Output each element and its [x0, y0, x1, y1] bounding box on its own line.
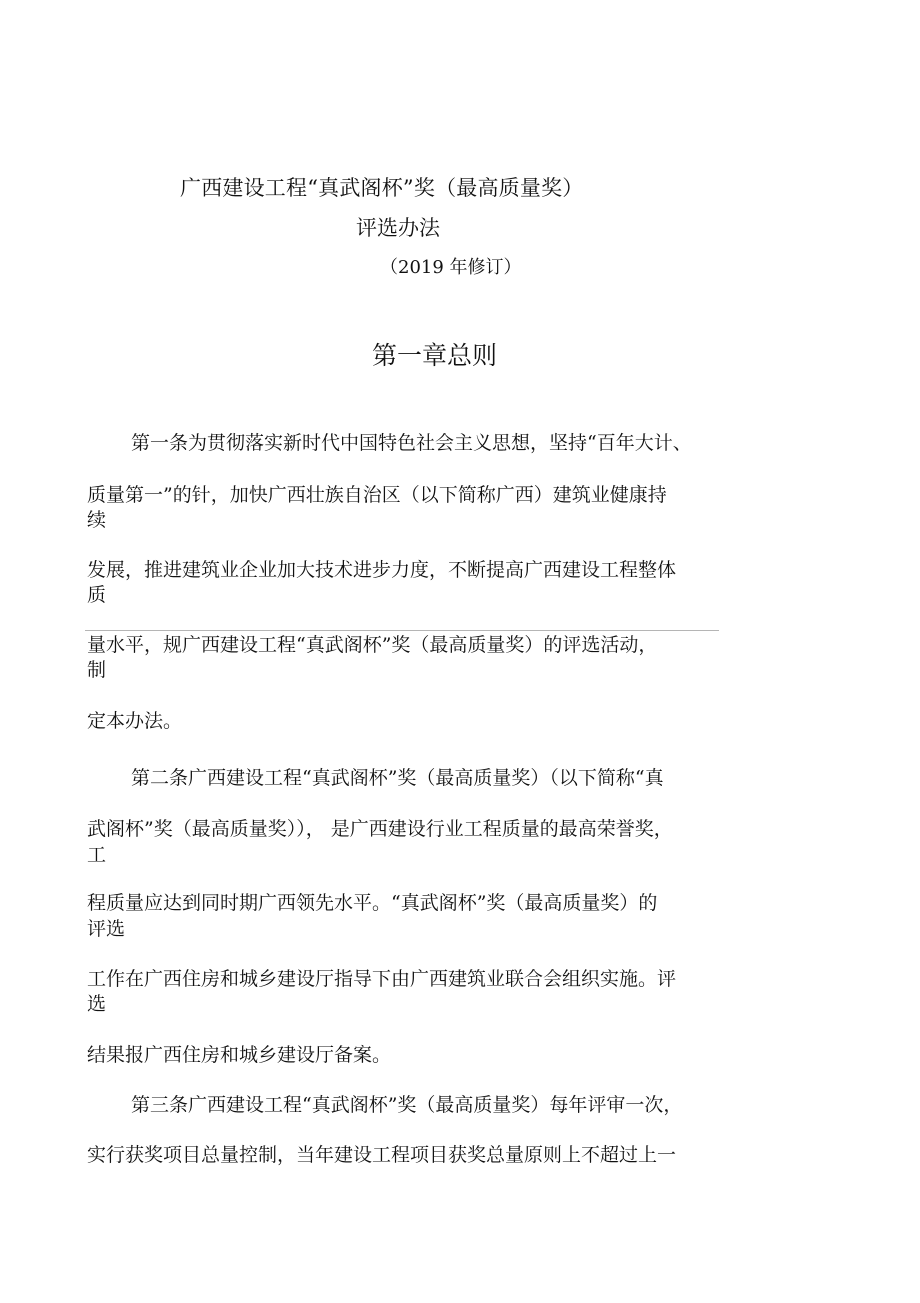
body-line: 武阁杯”奖（最高质量奖））， 是广西建设行业工程质量的最高荣誉奖， [87, 818, 673, 840]
body-line: 实行获奖项目总量控制，当年建设工程项目获奖总量原则上不超过上一 [87, 1144, 677, 1166]
document-title: 广西建设工程“真武阁杯”奖（最高质量奖） [180, 176, 584, 200]
document-title-line2: 评选办法 [356, 216, 440, 240]
body-line: 制 [87, 659, 107, 681]
body-line: 续 [87, 509, 107, 531]
chapter-heading: 第一章总则 [372, 341, 498, 370]
body-line: 质量第一”的针，加快广西壮族自治区（以下简称广西）建筑业健康持 [87, 484, 667, 506]
body-line: 量水平，规广西建设工程“真武阁杯”奖（最高质量奖）的评选活动， [87, 634, 658, 656]
body-line: 第二条广西建设工程“真武阁杯”奖（最高质量奖）（以下简称“真 [131, 767, 664, 789]
body-line: 评选 [87, 918, 126, 940]
body-line: 第一条为贯彻落实新时代中国特色社会主义思想，坚持“百年大计、 [131, 432, 692, 454]
body-line: 第三条广西建设工程“真武阁杯”奖（最高质量奖）每年评审一次， [131, 1094, 683, 1116]
body-line: 工作在广西住房和城乡建设厅指导下由广西建筑业联合会组织实施。评 [87, 968, 677, 990]
body-line: 结果报广西住房和城乡建设厅备案。 [87, 1044, 392, 1066]
body-line: 选 [87, 993, 107, 1015]
body-line: 工 [87, 844, 107, 866]
body-line: 程质量应达到同时期广西领先水平。“真武阁杯”奖（最高质量奖）的 [87, 892, 658, 914]
revision-note: （2019 年修订） [380, 257, 522, 278]
body-line: 质 [87, 584, 107, 606]
body-line: 发展，推进建筑业企业加大技术进步力度，不断提高广西建设工程整体 [87, 559, 677, 581]
body-line: 定本办法。 [87, 710, 183, 732]
divider-line [85, 630, 719, 631]
